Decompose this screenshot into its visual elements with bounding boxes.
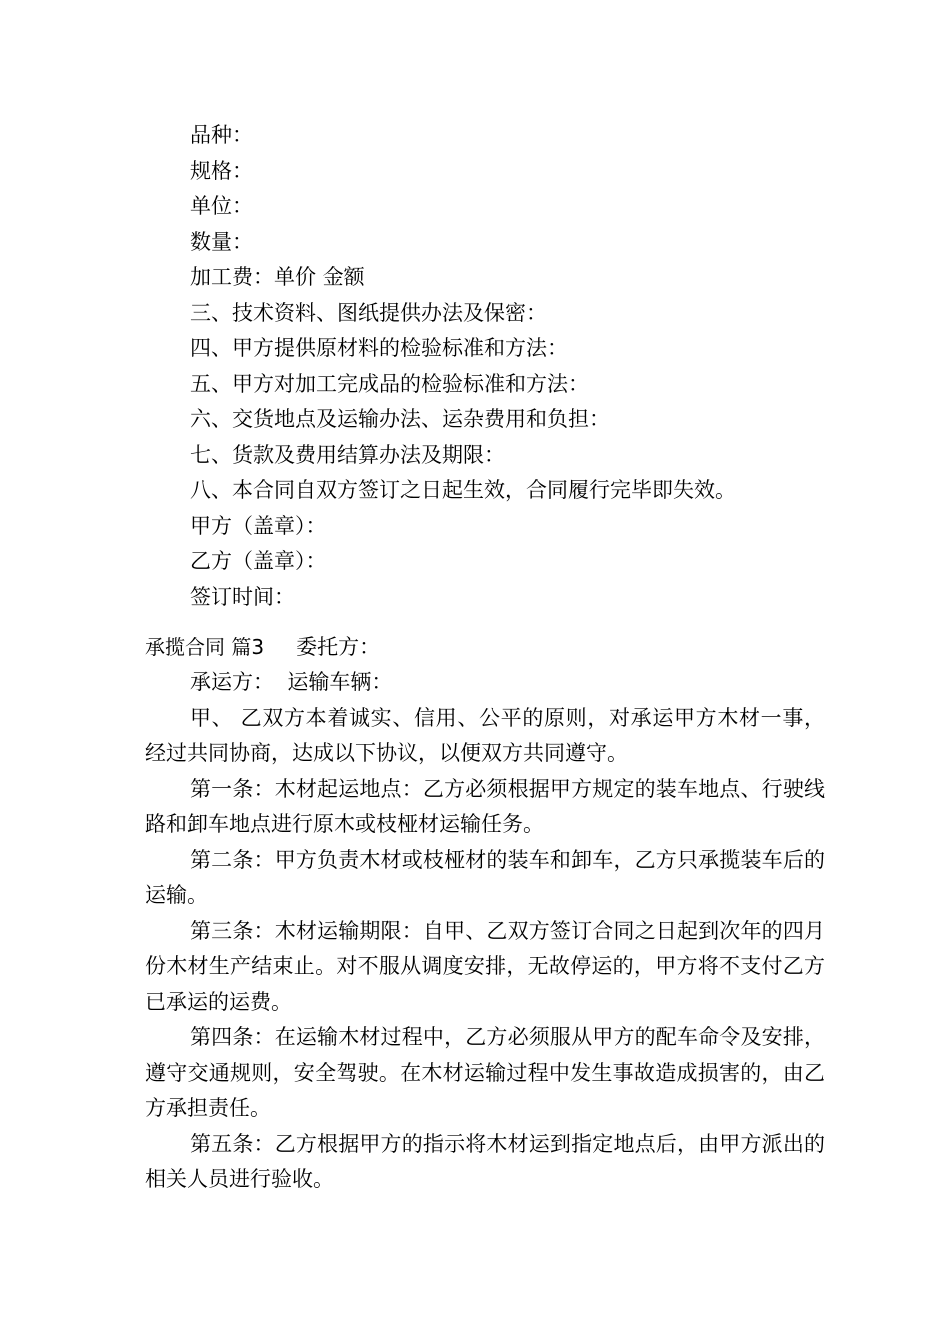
clause-5-product-inspection: 五、甲方对加工完成品的检验标准和方法：: [190, 371, 589, 396]
paragraph-article-5: 第五条：乙方根据甲方的指示将木材运到指定地点后，由甲方派出的相关人员进行验收。: [145, 1131, 825, 1191]
paragraph-article-2: 第二条：甲方负责木材或枝桠材的装车和卸车，乙方只承揽装车后的运输。: [145, 847, 825, 907]
section-3-heading: [145, 630, 380, 665]
party-a-seal-label: 甲方（盖章）：: [190, 513, 327, 538]
clause-8-effectiveness: 八、本合同自双方签订之日起生效，合同履行完毕即失效。: [190, 478, 736, 502]
client-label: 委托方：: [296, 635, 381, 659]
transport-contract-body: [145, 665, 825, 1198]
contract-terms-list: [145, 118, 825, 615]
item-variety-label: 品种：: [190, 123, 253, 147]
clause-6-delivery-transport: 六、交货地点及运输办法、运杂费用和负担：: [190, 407, 610, 431]
item-unit-label: 单位：: [190, 194, 253, 218]
clause-4-material-inspection: 四、甲方提供原材料的检验标准和方法：: [190, 336, 568, 360]
paragraph-article-3: 第三条：木材运输期限：自甲、乙双方签订合同之日起到次年的四月份木材生产结束止。对不服从调度安排，无故停运的，甲方将不支付乙方已承运的运费。: [145, 918, 825, 1014]
item-spec-label: 规格：: [190, 158, 253, 183]
clause-3-technical-data: 三、技术资料、图纸提供办法及保密：: [190, 300, 547, 325]
paragraph-article-1: 第一条：木材起运地点：乙方必须根据甲方规定的装车地点、行驶线路和卸车地点进行原木或枝桠材运输任务。: [145, 776, 825, 836]
item-quantity-label: 数量：: [190, 229, 253, 254]
clause-7-payment-settlement: 七、货款及费用结算办法及期限：: [190, 442, 505, 467]
party-b-seal-label: 乙方（盖章）：: [190, 549, 327, 573]
section-3-title: 承揽合同 篇3: [145, 635, 265, 659]
paragraph-article-4: 第四条：在运输木材过程中，乙方必须服从甲方的配车命令及安排，遵守交通规则，安全驾驶。在木材运输过程中发生事故造成损害的，由乙方承担责任。: [145, 1025, 825, 1120]
signing-date-label: 签订时间：: [190, 584, 295, 609]
paragraph-preamble: 甲、 乙双方本着诚实、信用、公平的原则，对承运甲方木材一事，经过共同协商，达成以下协议，以便双方共同遵守。: [145, 705, 825, 765]
item-processing-fee-label: 加工费：单价 金额: [190, 265, 365, 289]
carrier-vehicle-line: 承运方： 运输车辆：: [190, 670, 393, 694]
